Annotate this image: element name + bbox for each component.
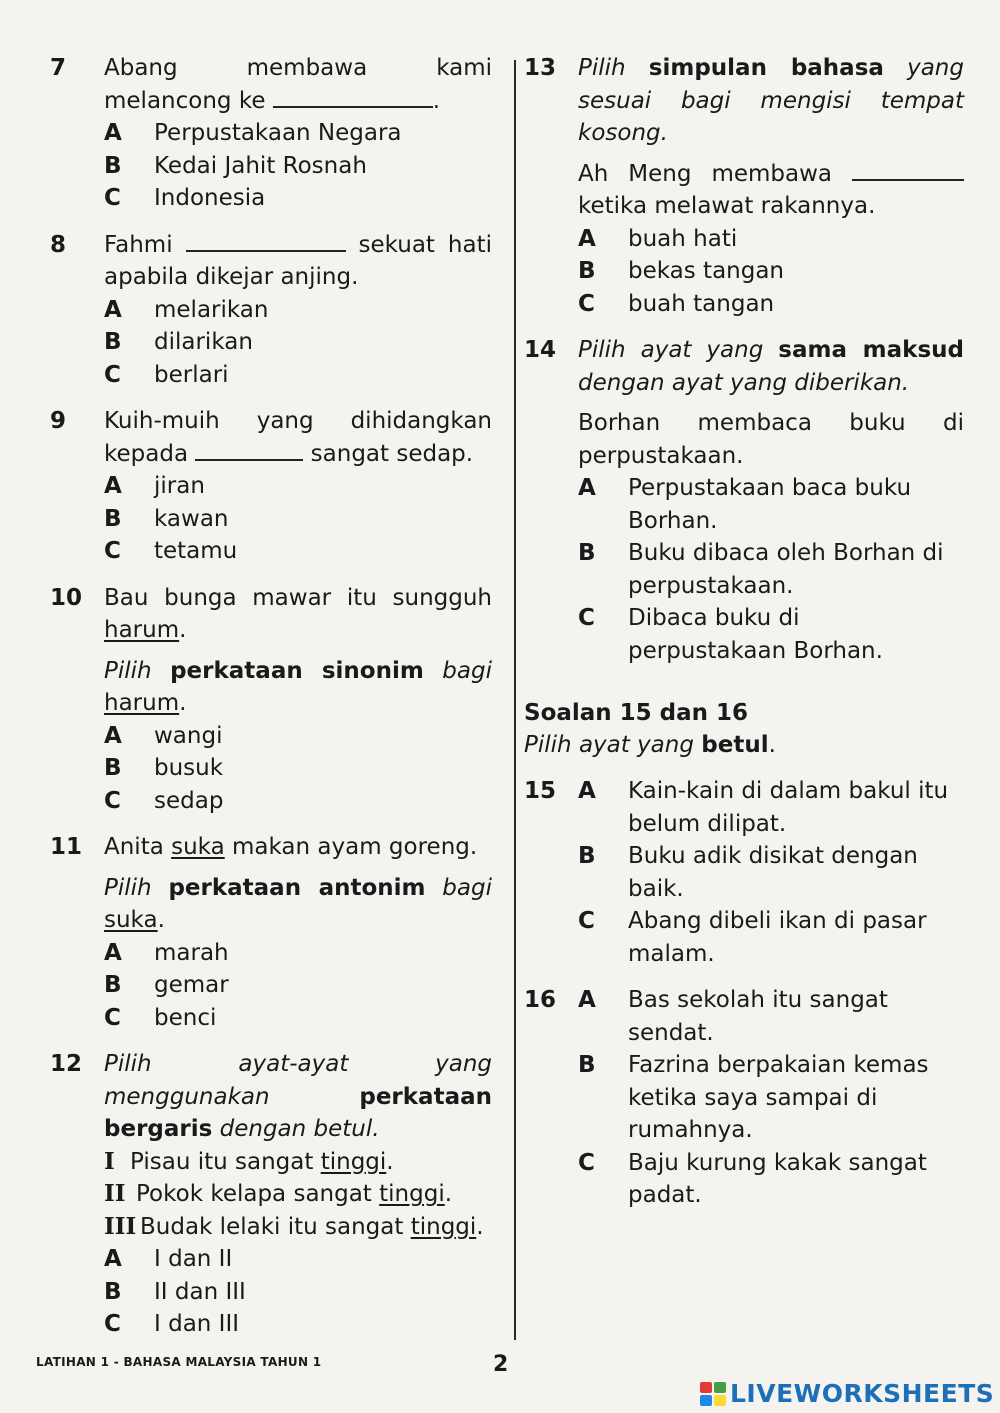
option-text: Dibaca buku di perpustakaan Borhan. [628,605,883,664]
option-letter: B [104,755,122,781]
spacer [50,215,492,229]
option-text: jiran [154,473,205,499]
option-letter: A [104,939,122,966]
spacer [524,320,964,334]
statement-numeral: II [104,1180,126,1207]
text-run: dengan betul. [212,1116,380,1142]
option-b[interactable] [578,1049,964,1147]
option-text: buah tangan [628,290,775,317]
question-16 [524,984,964,1212]
text-run: betul [701,732,769,758]
text-run: Fahmi [104,231,186,258]
option-text: I dan III [154,1311,240,1337]
option-text: I dan II [154,1246,233,1272]
brand-text: LIVEWORKSHEETS [730,1379,995,1408]
text-run: Pilih [524,732,579,758]
text-run: Bau bunga mawar itu sungguh [104,584,492,611]
question-stem [578,85,964,118]
text-run: Ah Meng membawa [578,160,852,187]
statement-numeral: I [104,1147,115,1175]
spacer [50,568,492,582]
spacer [578,150,964,158]
option-b[interactable] [578,537,964,602]
text-run: perpustakaan. [578,442,744,469]
text-run: . [179,690,187,716]
spacer [50,817,492,831]
spacer [524,667,964,697]
question-number: 15 [524,778,557,804]
statement-text [130,1146,492,1179]
text-run: makan ayam goreng. [224,834,478,860]
question-number: 11 [50,834,83,860]
text-run: . [444,1181,453,1207]
underlined-word: suka [104,907,158,933]
text-run: Kuih-muih yang dihidangkan [104,408,492,434]
option-letter: A [104,473,122,499]
text-run: menggunakan [104,1083,360,1110]
spacer [50,391,492,405]
option-c[interactable] [104,182,492,215]
text-run: Abang membawa kami [104,55,492,81]
liveworksheets-brand[interactable] [700,1379,994,1408]
answer-blank[interactable] [195,439,303,461]
question-stem [104,1113,492,1146]
question-11 [50,831,492,1034]
statement-text [136,1178,492,1211]
text-run: bagi [425,874,492,901]
question-9 [50,405,492,568]
text-run: . [432,87,441,114]
spacer [50,1034,492,1048]
underlined-word: harum [104,617,180,643]
question-stem [104,85,492,118]
option-text: gemar [154,972,229,998]
text-run: dengan ayat yang diberikan. [578,369,910,396]
text-run: melancong ke [104,87,273,114]
option-text: marah [154,939,229,966]
option-a[interactable] [104,1243,492,1276]
option-b[interactable] [578,840,964,905]
option-letter: C [104,538,121,564]
option-b[interactable] [104,752,492,785]
option-letter: A [104,722,122,749]
option-letter: B [578,1052,596,1078]
underlined-word: suka [171,834,225,860]
option-text: benci [154,1004,217,1031]
option-c[interactable] [578,602,964,667]
text-run: . [476,1213,484,1240]
text-run: kosong. [578,120,668,146]
liveworksheets-logo-icon [700,1382,726,1406]
section-instruction [524,729,964,761]
option-b[interactable] [104,1276,492,1309]
question-10 [50,582,492,818]
spacer [104,864,492,872]
answer-blank[interactable] [186,230,346,252]
option-text: Bas sekolah itu sangat sendat. [628,987,888,1046]
question-number: 7 [50,55,67,81]
question-stem [104,261,492,294]
option-b[interactable] [104,150,492,183]
question-body [578,190,964,223]
column-divider [514,60,516,1340]
spacer [104,647,492,655]
text-run: sangat sedap. [303,440,474,467]
page-number: 2 [493,1352,509,1377]
text-run: sama maksud [778,337,964,363]
text-run: sekuat hati [345,231,492,258]
option-c[interactable] [578,905,964,970]
statement-i [104,1146,492,1179]
question-number: 8 [50,231,67,258]
option-text: Perpustakaan baca buku Borhan. [628,475,912,534]
question-number: 13 [524,55,557,81]
option-text: kawan [154,505,229,532]
option-text: Perpustakaan Negara [154,120,402,146]
text-run: Pisau itu sangat [130,1148,321,1175]
option-b[interactable] [104,969,492,1002]
option-text: melarikan [154,296,269,323]
question-number: 14 [524,337,557,363]
spacer [578,399,964,407]
question-15 [524,775,964,970]
option-a[interactable] [578,775,964,840]
option-text: berlari [154,361,229,388]
text-run: bagi [423,657,492,684]
option-letter: C [104,361,121,388]
option-text: buah hati [628,225,738,252]
spacer [524,970,964,984]
option-b[interactable] [578,255,964,288]
option-c[interactable] [104,1308,492,1341]
text-run: . [179,617,187,643]
question-7 [50,52,492,215]
option-a[interactable] [104,470,492,503]
question-stem [578,334,964,367]
option-text: Kedai Jahit Rosnah [154,152,367,179]
text-run: . [157,907,165,933]
option-letter: C [578,605,595,631]
text-run: . [768,732,776,758]
text-run: sesuai bagi mengisi tempat [578,87,964,114]
statement-numeral: III [104,1212,137,1240]
question-instruction [104,655,492,688]
underlined-word: tinggi [410,1213,477,1240]
option-text: sedap [154,787,224,814]
question-12 [50,1048,492,1341]
option-c[interactable] [104,1002,492,1035]
text-run: Pilih ayat-ayat yang [104,1051,492,1077]
option-letter: A [578,225,596,252]
option-text: bekas tangan [628,258,785,284]
section-heading: Soalan 15 dan 16 [524,700,749,726]
option-letter: B [104,152,122,179]
option-letter: C [578,1149,595,1176]
statement-iii [104,1211,492,1244]
option-text: tetamu [154,538,238,564]
option-a[interactable] [578,984,964,1049]
text-run: bergaris [104,1116,213,1142]
option-a[interactable] [104,937,492,970]
option-text: Fazrina berpakaian kemas ketika saya sampai di rumahnya. [628,1052,929,1143]
option-text: Baju kurung kakak sangat padat. [628,1149,927,1208]
text-run: Pilih [578,337,641,363]
question-number: 16 [524,987,557,1013]
question-stem [104,614,492,647]
option-text: II dan III [154,1278,246,1305]
text-run: ketika melawat rakannya. [578,193,876,219]
question-stem [104,1048,492,1081]
option-letter: C [578,908,595,934]
question-number: 10 [50,584,83,611]
text-run: yang [883,55,964,81]
underlined-word: tinggi [320,1148,387,1175]
option-text: Buku adik disikat dengan baik. [628,843,918,902]
option-text: Abang dibeli ikan di pasar malam. [628,908,927,967]
text-run: Anita [104,834,172,860]
option-letter: B [578,258,596,284]
question-stem [578,367,964,400]
option-text: wangi [154,722,223,749]
statement-ii [104,1178,492,1211]
underlined-word: tinggi [379,1181,445,1207]
left-column [50,52,492,1341]
option-letter: C [104,185,121,211]
question-14 [524,334,964,667]
option-letter: A [104,1246,122,1272]
question-number: 9 [50,408,67,434]
text-run: Borhan membaca buku di [578,410,964,436]
underlined-word: harum [104,690,180,716]
option-letter: C [578,290,595,317]
footer-title: LATIHAN 1 - BAHASA MALAYSIA TAHUN 1 [36,1355,322,1369]
text-run: ayat yang [578,732,702,758]
text-run: kepada [104,440,196,467]
option-a[interactable] [104,294,492,327]
option-letter: A [104,120,122,146]
question-body [578,440,964,473]
option-letter: C [104,787,121,814]
text-run: apabila dikejar anjing. [104,264,359,290]
text-run: perkataan antonim [168,874,426,901]
option-b[interactable] [104,326,492,359]
text-run: Budak lelaki itu sangat [140,1213,411,1240]
option-letter: B [104,505,122,532]
question-13 [524,52,964,320]
text-run: Pokok kelapa sangat [136,1181,380,1207]
option-text: Kain-kain di dalam bakul itu belum dilipat. [628,778,949,837]
question-stem [104,438,492,471]
question-number: 12 [50,1051,83,1077]
option-c[interactable] [578,288,964,321]
option-c[interactable] [578,1147,964,1212]
option-letter: A [578,778,596,804]
option-a[interactable] [578,472,964,537]
option-c[interactable] [104,535,492,568]
option-a[interactable] [578,223,964,256]
option-letter: A [104,296,122,323]
question-stem [578,117,964,150]
text-run: simpulan bahasa [648,55,884,81]
answer-blank[interactable] [852,159,964,181]
question-stem [104,405,492,438]
option-text: busuk [154,755,224,781]
text-run: Pilih [104,657,171,684]
question-stem [104,1081,492,1114]
option-letter: B [104,972,122,998]
question-instruction [104,904,492,937]
question-instruction [104,687,492,720]
option-letter: B [578,540,596,566]
option-c[interactable] [104,359,492,392]
option-text: Buku dibaca oleh Borhan di perpustakaan. [628,540,944,599]
question-8 [50,229,492,392]
question-instruction [104,872,492,905]
question-stem [104,831,492,864]
option-c[interactable] [104,785,492,818]
text-run: . [386,1148,394,1175]
question-body [578,158,964,191]
text-run: Pilih [578,55,649,81]
text-run: ayat yang [640,337,779,363]
question-stem [104,229,492,262]
option-letter: A [578,475,596,501]
option-a[interactable] [104,720,492,753]
option-letter: B [104,1278,122,1305]
question-body [578,407,964,440]
option-text: Indonesia [154,185,266,211]
option-letter: B [104,329,122,355]
statement-text [140,1211,492,1244]
text-run: Pilih [104,874,169,901]
spacer [524,761,964,775]
option-letter: B [578,843,596,869]
option-a[interactable] [104,117,492,150]
right-column [524,52,964,1212]
question-stem [578,52,964,85]
question-stem [104,52,492,85]
text-run: perkataan [359,1083,492,1110]
text-run: perkataan sinonim [170,657,424,684]
option-letter: C [104,1311,121,1337]
question-stem [104,582,492,615]
option-letter: C [104,1004,121,1031]
answer-blank[interactable] [273,86,433,108]
option-letter: A [578,987,596,1013]
option-text: dilarikan [154,329,253,355]
option-b[interactable] [104,503,492,536]
